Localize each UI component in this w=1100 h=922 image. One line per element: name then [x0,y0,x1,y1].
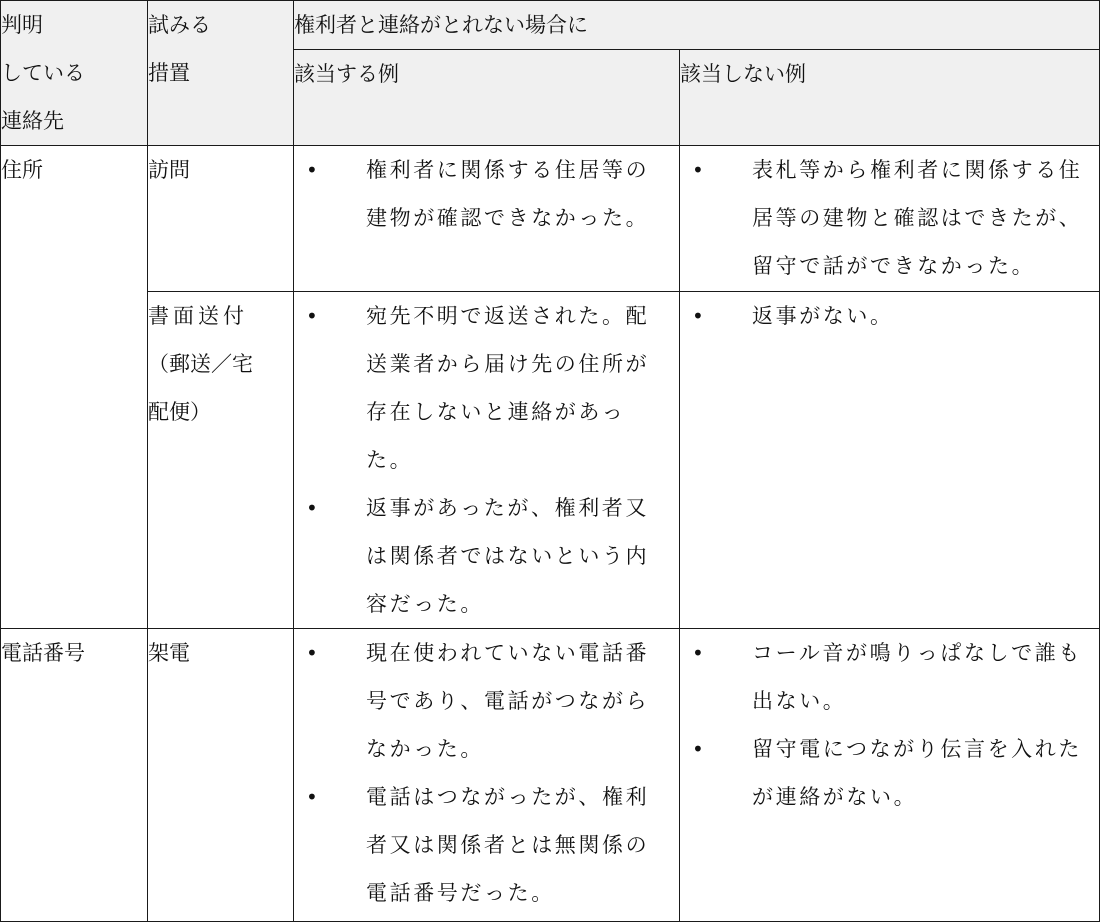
list-item: • 返事がない。 [680,292,1099,340]
applies-cell [294,292,680,629]
list-item: • 留守電につながり伝言を入れたが連絡がない。 [680,725,1099,821]
table-row [1,292,1100,629]
header-not-applies: 該当しない例 [680,50,1100,146]
not-applies-cell [680,146,1100,292]
applies-cell [294,146,680,292]
list-item: • 電話はつながったが、権利者又は関係者とは無関係の電話番号だった。 [294,773,679,917]
table-row [1,629,1100,922]
measure-cell: 訪問 [148,146,294,292]
list-item: • 表札等から権利者に関係する住居等の建物と確認はできたが、留守で話ができなかった。 [680,146,1099,290]
header-applies: 該当する例 [294,50,680,146]
list-item: • コール音が鳴りっぱなしで誰も出ない。 [680,629,1099,725]
measure-cell: 書面送付 （郵送／宅 配便） [148,292,294,629]
header-known-contact: 判明 している 連絡先 [1,1,148,146]
header-attempted-measure: 試みる 措置 [148,1,294,146]
list-item: • 現在使われていない電話番号であり、電話がつながらなかった。 [294,629,679,773]
list-item: • 権利者に関係する住居等の建物が確認できなかった。 [294,146,679,242]
not-applies-cell [680,292,1100,629]
measure-cell: 架電 [148,629,294,922]
list-item: • 宛先不明で返送された。配送業者から届け先の住所が存在しないと連絡があった。 [294,292,679,484]
table-row [1,146,1100,292]
contact-cell: 電話番号 [1,629,148,922]
list-item: • 返事があったが、権利者又は関係者ではないという内容だった。 [294,484,679,628]
applies-cell [294,629,680,922]
contact-cell: 住所 [1,146,148,629]
header-unreachable-title: 権利者と連絡がとれない場合に [294,1,1100,50]
not-applies-cell [680,629,1100,922]
